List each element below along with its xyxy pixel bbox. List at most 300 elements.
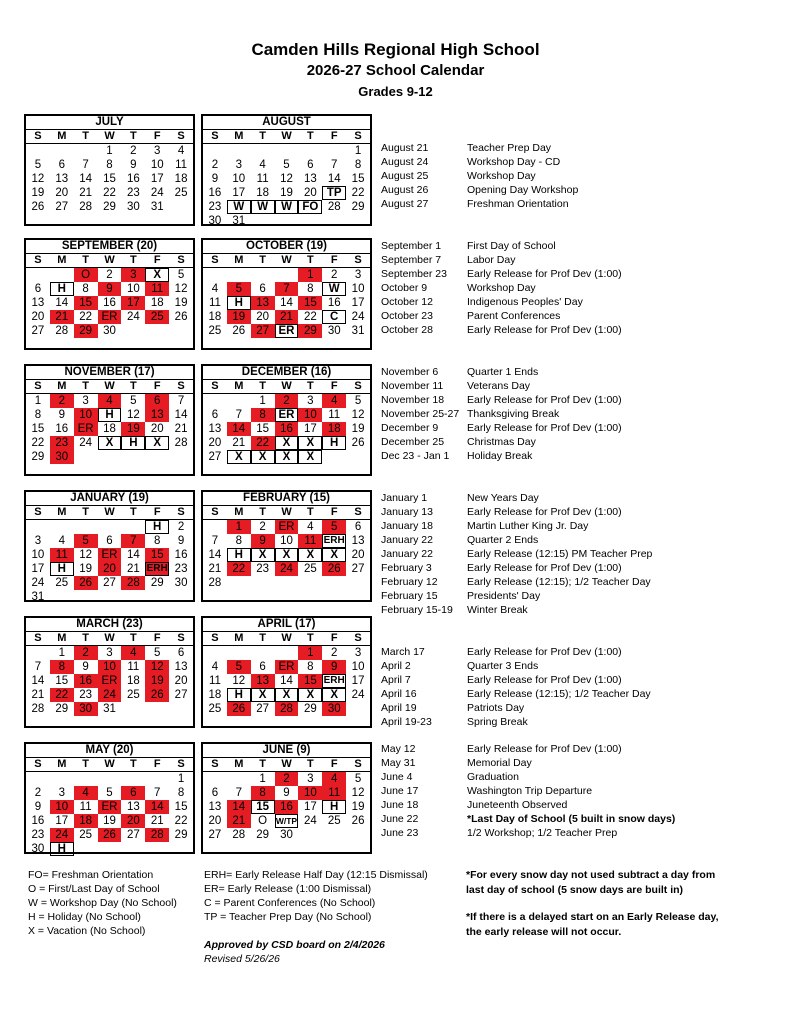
weekday-header xyxy=(203,506,370,520)
day-cell: 31 xyxy=(103,703,116,715)
empty-cell xyxy=(26,520,50,534)
day-cell: 28 xyxy=(55,325,69,337)
day-cell: 7 xyxy=(235,787,242,799)
day-cell: 1 xyxy=(227,520,251,534)
event-date: April 19-23 xyxy=(381,716,432,728)
day-cell: 7 xyxy=(154,787,161,799)
weekday-label: T xyxy=(82,254,90,266)
day-cell: 10 xyxy=(298,786,322,800)
event-date: September 7 xyxy=(381,254,442,266)
day-cell: 28 xyxy=(79,201,93,213)
day-cell: 30 xyxy=(126,201,140,213)
day-cell: 27 xyxy=(208,451,222,463)
day-cell: 29 xyxy=(256,829,270,841)
day-cell: 23 xyxy=(208,201,222,213)
day-cell: ER xyxy=(275,660,299,674)
day-cell: 20 xyxy=(55,187,69,199)
day-cell: 24 xyxy=(50,828,74,842)
weekday-label: M xyxy=(234,254,244,266)
weekday-label: S xyxy=(211,758,219,770)
day-cell: 2 xyxy=(331,647,338,659)
day-cell: 20 xyxy=(303,187,317,199)
day-cell: 26 xyxy=(232,325,246,337)
empty-cell xyxy=(50,772,74,786)
weekday-label: T xyxy=(259,130,267,142)
day-cell: 6 xyxy=(259,283,266,295)
day-cell: 19 xyxy=(145,674,169,688)
empty-cell xyxy=(251,646,275,660)
day-cell: 18 xyxy=(208,689,222,701)
day-cell: 19 xyxy=(79,563,93,575)
day-cell: 8 xyxy=(235,535,242,547)
day-grid xyxy=(26,394,193,464)
event-date: January 22 xyxy=(381,534,433,546)
day-cell: 1 xyxy=(298,268,322,282)
day-cell: 3 xyxy=(354,269,362,281)
day-cell: 6 xyxy=(106,535,113,547)
weekday-label: S xyxy=(354,130,362,142)
weekday-label: T xyxy=(82,130,90,142)
event-date: September 1 xyxy=(381,240,442,252)
day-cell: 20 xyxy=(150,423,164,435)
weekday-label: W xyxy=(104,380,115,392)
day-cell: 12 xyxy=(145,660,169,674)
day-cell: X xyxy=(322,688,346,702)
weekday-label: W xyxy=(104,130,115,142)
day-cell: 27 xyxy=(55,201,69,213)
day-cell: O xyxy=(258,815,268,827)
day-cell: 27 xyxy=(174,689,188,701)
day-cell: TP xyxy=(322,186,346,200)
day-cell: 9 xyxy=(251,534,275,548)
event-description: Early Release for Prof Dev (1:00) xyxy=(467,743,622,755)
day-cell: 28 xyxy=(145,828,169,842)
day-cell: 13 xyxy=(208,801,222,813)
event-date: April 19 xyxy=(381,702,417,714)
day-cell: 19 xyxy=(351,423,365,435)
weekday-label: F xyxy=(153,506,161,518)
weekday-header xyxy=(203,380,370,394)
day-cell: FO xyxy=(298,200,322,214)
day-grid xyxy=(26,520,193,604)
legend-item: ER= Early Release (1:00 Dismissal) xyxy=(204,883,372,895)
day-cell: 6 xyxy=(307,159,314,171)
day-cell: 8 xyxy=(251,786,275,800)
weekday-label: M xyxy=(57,632,67,644)
day-cell: W xyxy=(251,200,275,214)
day-grid xyxy=(26,646,193,716)
event-date: November 11 xyxy=(381,380,444,392)
day-cell: 10 xyxy=(31,549,45,561)
event-date: April 7 xyxy=(381,674,411,686)
day-cell: X xyxy=(298,688,322,702)
weekday-label: S xyxy=(211,254,219,266)
day-cell: X xyxy=(275,436,299,450)
day-cell: 2 xyxy=(275,394,299,408)
month-calendar xyxy=(201,114,372,226)
note-line: the early release will not occur. xyxy=(466,926,622,938)
day-cell: 14 xyxy=(145,800,169,814)
day-cell: 30 xyxy=(74,702,98,716)
day-cell: X xyxy=(298,450,322,464)
event-description: New Years Day xyxy=(467,492,539,504)
day-cell: 9 xyxy=(58,409,65,421)
day-cell: 31 xyxy=(232,215,246,227)
day-cell: 11 xyxy=(145,282,169,296)
weekday-label: M xyxy=(57,380,67,392)
day-cell: 4 xyxy=(121,646,145,660)
event-date: May 31 xyxy=(381,757,416,769)
weekday-label: T xyxy=(259,506,267,518)
month-title: JANUARY (19) xyxy=(26,492,193,506)
weekday-label: W xyxy=(281,130,292,142)
day-cell: ER xyxy=(98,674,122,688)
weekday-label: M xyxy=(234,130,244,142)
revised-note: Revised 5/26/26 xyxy=(204,953,280,965)
empty-cell xyxy=(74,144,98,158)
weekday-label: T xyxy=(82,506,90,518)
event-date: August 27 xyxy=(381,198,429,210)
empty-cell xyxy=(322,144,346,158)
day-cell: 15 xyxy=(298,296,322,310)
empty-cell xyxy=(227,646,251,660)
day-cell: H xyxy=(227,296,251,310)
day-cell: 29 xyxy=(174,829,188,841)
event-description: First Day of School xyxy=(467,240,556,252)
day-cell: 5 xyxy=(283,159,290,171)
day-cell: H xyxy=(121,436,145,450)
day-cell: 22 xyxy=(227,562,251,576)
day-cell: 1 xyxy=(259,395,266,407)
day-cell: 14 xyxy=(31,675,45,687)
event-description: Early Release for Prof Dev (1:00) xyxy=(467,646,622,658)
day-cell: 6 xyxy=(145,394,169,408)
event-date: April 16 xyxy=(381,688,417,700)
event-date: May 12 xyxy=(381,743,416,755)
event-date: August 25 xyxy=(381,170,429,182)
day-cell: 11 xyxy=(127,661,140,673)
day-cell: 26 xyxy=(227,702,251,716)
day-cell: 12 xyxy=(280,173,293,185)
day-cell: 28 xyxy=(208,577,222,589)
day-grid xyxy=(26,144,193,214)
event-description: Graduation xyxy=(467,771,519,783)
day-cell: 27 xyxy=(256,703,270,715)
weekday-header xyxy=(26,254,193,268)
event-description: Parent Conferences xyxy=(467,310,561,322)
weekday-label: S xyxy=(34,254,42,266)
day-cell: X xyxy=(275,688,299,702)
day-cell: 27 xyxy=(103,577,116,589)
day-cell: 26 xyxy=(74,576,98,590)
day-cell: 27 xyxy=(31,325,45,337)
event-description: Early Release for Prof Dev (1:00) xyxy=(467,506,622,518)
day-cell: 26 xyxy=(145,688,169,702)
day-cell: 23 xyxy=(126,187,140,199)
event-date: June 23 xyxy=(381,827,419,839)
day-cell: X xyxy=(98,436,122,450)
event-description: Labor Day xyxy=(467,254,516,266)
day-cell: 3 xyxy=(106,647,113,659)
event-description: *Last Day of School (5 built in snow days) xyxy=(467,813,676,825)
weekday-label: S xyxy=(177,758,185,770)
day-cell: 11 xyxy=(175,159,188,171)
weekday-label: F xyxy=(153,254,161,266)
day-cell: 14 xyxy=(174,409,188,421)
empty-cell xyxy=(203,520,227,534)
weekday-label: S xyxy=(177,632,185,644)
day-cell: 17 xyxy=(303,423,317,435)
day-cell: 6 xyxy=(354,521,362,533)
day-cell: 10 xyxy=(280,535,293,547)
event-description: Juneteenth Observed xyxy=(467,799,568,811)
day-cell: 7 xyxy=(235,409,242,421)
weekday-label: S xyxy=(354,632,362,644)
day-cell: 21 xyxy=(126,563,140,575)
day-cell: 9 xyxy=(283,787,290,799)
day-cell: 3 xyxy=(34,535,42,547)
day-cell: 28 xyxy=(174,437,188,449)
day-cell: 2 xyxy=(211,159,219,171)
empty-cell xyxy=(275,646,299,660)
empty-cell xyxy=(275,144,299,158)
day-cell: ERH xyxy=(323,675,345,686)
day-cell: 26 xyxy=(174,311,188,323)
empty-cell xyxy=(74,520,98,534)
day-cell: 18 xyxy=(103,423,116,435)
day-cell: 27 xyxy=(251,324,275,338)
day-cell: 6 xyxy=(34,283,42,295)
day-cell: 26 xyxy=(98,828,122,842)
day-cell: 9 xyxy=(98,282,122,296)
weekday-label: S xyxy=(354,380,362,392)
event-description: Workshop Day - CD xyxy=(467,156,561,168)
day-cell: 16 xyxy=(55,423,69,435)
weekday-label: T xyxy=(307,380,314,392)
day-cell: 16 xyxy=(31,815,45,827)
day-cell: H xyxy=(50,562,74,576)
weekday-label: F xyxy=(330,380,338,392)
event-description: Winter Break xyxy=(467,604,528,616)
day-cell: 8 xyxy=(106,159,113,171)
day-cell: 12 xyxy=(79,549,93,561)
event-date: Dec 23 - Jan 1 xyxy=(381,450,450,462)
day-cell: 8 xyxy=(50,660,74,674)
day-cell: 13 xyxy=(174,661,188,673)
day-grid xyxy=(203,144,370,228)
day-cell: 7 xyxy=(331,159,338,171)
empty-cell xyxy=(98,520,122,534)
day-cell: 8 xyxy=(82,283,89,295)
day-cell: 22 xyxy=(103,187,116,199)
day-cell: 14 xyxy=(327,173,341,185)
weekday-label: S xyxy=(34,758,42,770)
day-cell: 11 xyxy=(50,548,74,562)
day-cell: ER xyxy=(98,548,122,562)
weekday-label: T xyxy=(307,254,314,266)
day-cell: 18 xyxy=(208,311,222,323)
day-cell: 25 xyxy=(303,563,317,575)
day-cell: ER xyxy=(275,408,299,422)
empty-cell xyxy=(26,646,50,660)
day-cell: 1 xyxy=(298,646,322,660)
day-cell: 12 xyxy=(351,787,365,799)
day-cell: 18 xyxy=(322,422,346,436)
day-cell: 2 xyxy=(106,269,113,281)
day-cell: 12 xyxy=(126,409,140,421)
weekday-label: T xyxy=(130,506,137,518)
day-cell: 24 xyxy=(79,437,93,449)
day-cell: 24 xyxy=(351,311,365,323)
day-cell: 24 xyxy=(275,562,299,576)
empty-cell xyxy=(50,268,74,282)
empty-cell xyxy=(26,268,50,282)
event-description: 1/2 Workshop; 1/2 Teacher Prep xyxy=(467,827,618,839)
weekday-label: T xyxy=(259,380,267,392)
empty-cell xyxy=(121,520,145,534)
day-cell: ERH xyxy=(323,535,345,546)
day-cell: 15 xyxy=(74,296,98,310)
month-title: MAY (20) xyxy=(26,744,193,758)
day-cell: 29 xyxy=(31,451,45,463)
day-cell: 13 xyxy=(126,801,140,813)
day-cell: X xyxy=(251,688,275,702)
day-cell: 30 xyxy=(31,843,45,855)
day-cell: 17 xyxy=(31,563,45,575)
day-cell: 27 xyxy=(351,563,365,575)
day-cell: 29 xyxy=(55,703,69,715)
empty-cell xyxy=(227,772,251,786)
event-description: Early Release for Prof Dev (1:00) xyxy=(467,268,622,280)
day-cell: 30 xyxy=(280,829,293,841)
month-calendar xyxy=(24,238,195,350)
day-cell: 15 xyxy=(256,423,270,435)
day-cell: X xyxy=(145,268,169,282)
day-grid xyxy=(26,772,193,856)
calendar-title: 2026-27 School Calendar xyxy=(306,62,485,79)
day-cell: 6 xyxy=(121,786,145,800)
day-cell: 30 xyxy=(50,450,74,464)
month-title: FEBRUARY (15) xyxy=(203,492,370,506)
weekday-label: T xyxy=(259,254,267,266)
weekday-label: S xyxy=(354,758,362,770)
day-cell: 20 xyxy=(31,311,45,323)
event-date: August 21 xyxy=(381,142,429,154)
day-cell: 1 xyxy=(58,647,65,659)
day-cell: 20 xyxy=(208,815,222,827)
day-cell: X xyxy=(251,548,275,562)
event-date: October 23 xyxy=(381,310,433,322)
legend-item: O = First/Last Day of School xyxy=(28,883,160,895)
event-description: Christmas Day xyxy=(467,436,536,448)
day-cell: 11 xyxy=(256,173,269,185)
day-cell: 2 xyxy=(50,394,74,408)
weekday-label: F xyxy=(153,130,161,142)
day-cell: 17 xyxy=(55,815,69,827)
day-cell: 9 xyxy=(82,661,89,673)
month-calendar xyxy=(24,114,195,226)
day-cell: 5 xyxy=(130,395,137,407)
day-cell: 19 xyxy=(31,187,45,199)
day-cell: 19 xyxy=(121,422,145,436)
month-title: MARCH (23) xyxy=(26,618,193,632)
day-cell: 5 xyxy=(354,773,362,785)
weekday-label: T xyxy=(82,380,90,392)
event-description: Workshop Day xyxy=(467,170,536,182)
month-calendar xyxy=(24,616,195,728)
empty-cell xyxy=(50,520,74,534)
empty-cell xyxy=(227,394,251,408)
weekday-label: F xyxy=(153,380,161,392)
day-cell: 28 xyxy=(121,576,145,590)
event-description: Quarter 1 Ends xyxy=(467,366,539,378)
empty-cell xyxy=(26,144,50,158)
day-grid xyxy=(203,772,370,842)
day-cell: 11 xyxy=(298,534,322,548)
day-cell: 5 xyxy=(106,787,113,799)
day-cell: 15 xyxy=(103,173,116,185)
day-cell: 13 xyxy=(31,297,45,309)
day-cell: ER xyxy=(98,310,122,324)
month-calendar xyxy=(201,616,372,728)
event-description: Indigenous Peoples' Day xyxy=(467,296,583,308)
event-description: Early Release (12:15); 1/2 Teacher Day xyxy=(467,576,651,588)
month-title: JUNE (9) xyxy=(203,744,370,758)
day-cell: 21 xyxy=(232,437,246,449)
day-cell: 6 xyxy=(177,647,185,659)
empty-cell xyxy=(203,144,227,158)
day-cell: 5 xyxy=(227,282,251,296)
day-cell: 7 xyxy=(211,535,219,547)
event-description: Early Release (12:15); 1/2 Teacher Day xyxy=(467,688,651,700)
day-cell: 4 xyxy=(211,283,219,295)
day-cell: 22 xyxy=(50,688,74,702)
day-cell: 27 xyxy=(126,829,140,841)
event-date: February 12 xyxy=(381,576,438,588)
day-cell: 2 xyxy=(331,269,338,281)
day-cell: 21 xyxy=(275,310,299,324)
event-date: December 25 xyxy=(381,436,445,448)
event-date: January 1 xyxy=(381,492,428,504)
weekday-header xyxy=(203,130,370,144)
day-cell: 22 xyxy=(351,187,365,199)
day-grid xyxy=(203,268,370,338)
event-date: February 15 xyxy=(381,590,438,602)
day-cell: 11 xyxy=(208,675,221,687)
weekday-label: M xyxy=(57,130,67,142)
weekday-label: T xyxy=(130,254,137,266)
day-cell: 20 xyxy=(174,675,188,687)
event-description: Washington Trip Departure xyxy=(467,785,593,797)
weekday-label: T xyxy=(259,632,267,644)
day-cell: 12 xyxy=(351,409,365,421)
day-cell: 5 xyxy=(177,269,185,281)
day-cell: 8 xyxy=(177,787,185,799)
event-description: Teacher Prep Day xyxy=(467,142,552,154)
day-cell: 2 xyxy=(177,521,185,533)
day-cell: 16 xyxy=(126,173,140,185)
event-date: June 22 xyxy=(381,813,419,825)
event-date: January 22 xyxy=(381,548,433,560)
day-cell: 7 xyxy=(275,282,299,296)
weekday-label: S xyxy=(34,506,42,518)
day-cell: 9 xyxy=(211,173,219,185)
month-title: JULY xyxy=(26,116,193,130)
event-date: June 18 xyxy=(381,799,419,811)
day-cell: 21 xyxy=(227,814,251,828)
weekday-label: T xyxy=(130,758,137,770)
day-cell: H xyxy=(322,800,346,814)
